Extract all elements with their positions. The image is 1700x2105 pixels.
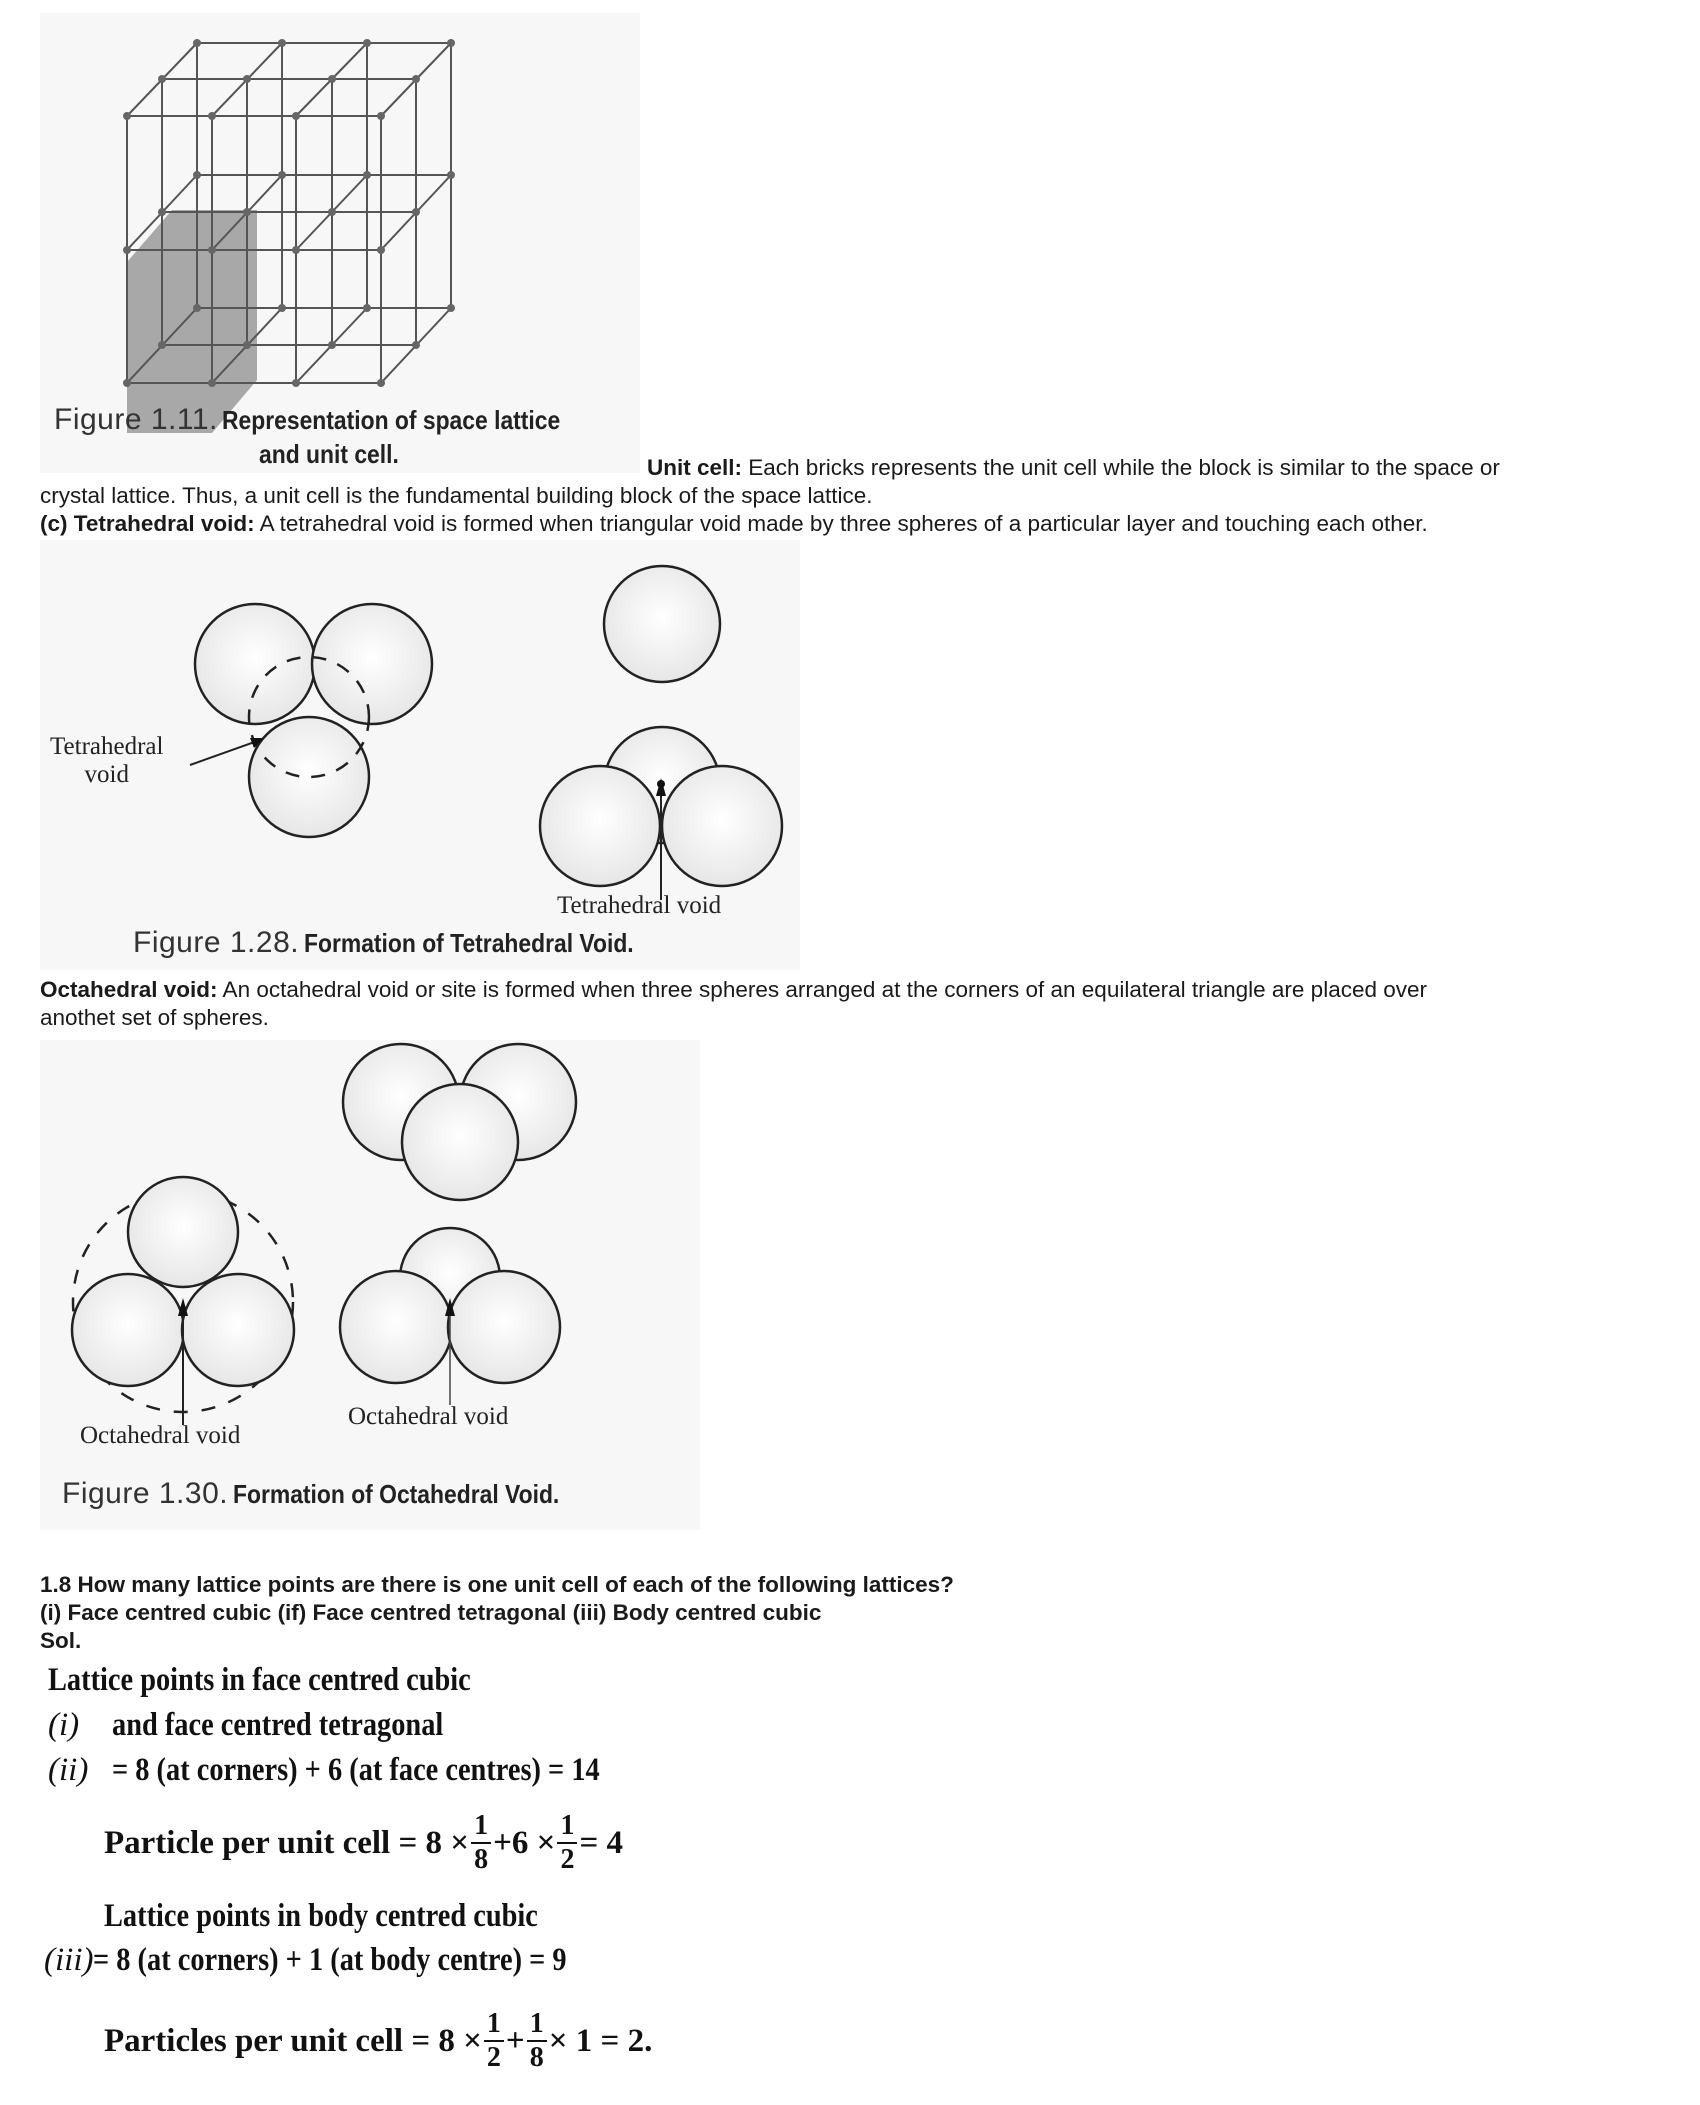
bcc-fraction-2 <box>527 2010 547 2072</box>
octahedral-term: Octahedral void: <box>40 977 218 1002</box>
figure-1-30-number: Figure 1.30. <box>62 1477 229 1510</box>
tetrahedral-label-left-line1: Tetrahedral <box>50 733 164 760</box>
bcc-result: × 1 = 2. <box>548 2022 653 2059</box>
octahedral-paragraph-line2: anothet set of spheres. <box>40 1005 269 1030</box>
fcc-frac1-num: 1 <box>471 1812 491 1844</box>
tetrahedral-label-left-line2: void <box>84 761 129 788</box>
unit-cell-paragraph-line2: crystal lattice. Thus, a unit cell is the fundamental building block of the space lattice. <box>40 483 873 508</box>
bcc-mid: + <box>505 2022 525 2059</box>
bcc-frac2-den: 8 <box>529 2042 544 2073</box>
octahedral-label-left: Octahedral void <box>80 1422 241 1449</box>
figure-1-11-number: Figure 1.11. <box>54 403 218 436</box>
solution-line-fcc-heading <box>48 1662 540 1699</box>
solution-line-bcc-count <box>44 1942 644 1979</box>
tetrahedral-label-left <box>50 733 163 789</box>
solution-line-bcc-particles <box>104 2010 652 2072</box>
fcc-particles-label: Particle per unit cell = 8 × <box>104 1824 470 1861</box>
bcc-frac1-num: 1 <box>484 2010 504 2042</box>
figure-1-11-caption <box>54 403 607 437</box>
tetrahedral-paragraph <box>40 510 1428 538</box>
octahedral-text-1: An octahedral void or site is formed when three spheres arranged at the corners of an equilateral triangle are placed over <box>217 977 1427 1002</box>
tetrahedral-text: A tetrahedral void is formed when triangular void made by three spheres of a particular layer and touching each other. <box>254 511 1428 536</box>
figure-1-11-caption-2 <box>259 439 418 470</box>
solution-fcc-heading-text: Lattice points in face centred cubic <box>48 1662 471 1698</box>
solution-line-bcc-heading <box>104 1898 609 1935</box>
fcc-fraction-2 <box>557 1812 577 1874</box>
figure-octahedral-void <box>40 1040 700 1530</box>
solution-line-fcc-particles <box>104 1812 623 1874</box>
figure-1-30-caption-text: Formation of Octahedral Void. <box>232 1479 559 1509</box>
figure-1-11-caption-line2: and unit cell. <box>259 439 399 469</box>
fcc-mid: +6 × <box>493 1824 556 1861</box>
fcc-frac1-den: 8 <box>474 1844 489 1875</box>
bcc-frac2-num: 1 <box>527 2010 547 2042</box>
question-1-8-line1: 1.8 How many lattice points are there is one unit cell of each of the following lattices? <box>40 1572 954 1597</box>
unit-cell-term: Unit cell: <box>647 455 743 480</box>
marker-ii: (ii) <box>48 1752 89 1788</box>
fcc-frac2-den: 2 <box>560 1844 575 1875</box>
question-1-8-line2: (i) Face centred cubic (if) Face centred tetragonal (iii) Body centred cubic <box>40 1600 822 1625</box>
octahedral-paragraph-line1 <box>40 976 1427 1004</box>
tetrahedral-term: (c) Tetrahedral void: <box>40 511 255 536</box>
figure-1-30-caption <box>62 1477 603 1511</box>
fcc-result: = 4 <box>579 1824 624 1861</box>
bcc-particles-label: Particles per unit cell = 8 × <box>104 2022 482 2059</box>
solution-line-fct <box>48 1707 497 1744</box>
solution-bcc-count-text: = 8 (at corners) + 1 (at body centre) = 9 <box>93 1942 568 1978</box>
bcc-frac1-den: 2 <box>486 2042 501 2073</box>
unit-cell-text-1: Each bricks represents the unit cell while the block is similar to the space or <box>742 455 1500 480</box>
bcc-fraction-1 <box>484 2010 504 2072</box>
figure-1-28-number: Figure 1.28. <box>133 926 300 959</box>
figure-1-11-caption-line1: Representation of space lattice <box>222 405 561 435</box>
fcc-frac2-num: 1 <box>557 1812 577 1844</box>
fcc-fraction-1 <box>471 1812 491 1874</box>
octahedral-void-diagram <box>40 1040 700 1440</box>
octahedral-label-right: Octahedral void <box>348 1403 509 1430</box>
figure-1-28-caption-text: Formation of Tetrahedral Void. <box>303 928 634 958</box>
solution-heading: Sol. <box>40 1628 82 1653</box>
solution-line-fcc-count <box>48 1752 679 1789</box>
solution-fct-text: and face centred tetragonal <box>112 1707 444 1743</box>
solution-fcc-count-text: = 8 (at corners) + 6 (at face centres) = 14 <box>112 1752 600 1788</box>
marker-iii: (iii) <box>44 1942 94 1978</box>
unit-cell-paragraph-line1 <box>647 454 1500 482</box>
tetrahedral-label-right: Tetrahedral void <box>557 892 722 919</box>
figure-1-28-caption <box>133 926 678 960</box>
space-lattice-diagram <box>40 13 640 433</box>
marker-i: (i) <box>48 1707 80 1743</box>
solution-bcc-heading-text: Lattice points in body centred cubic <box>104 1898 538 1934</box>
